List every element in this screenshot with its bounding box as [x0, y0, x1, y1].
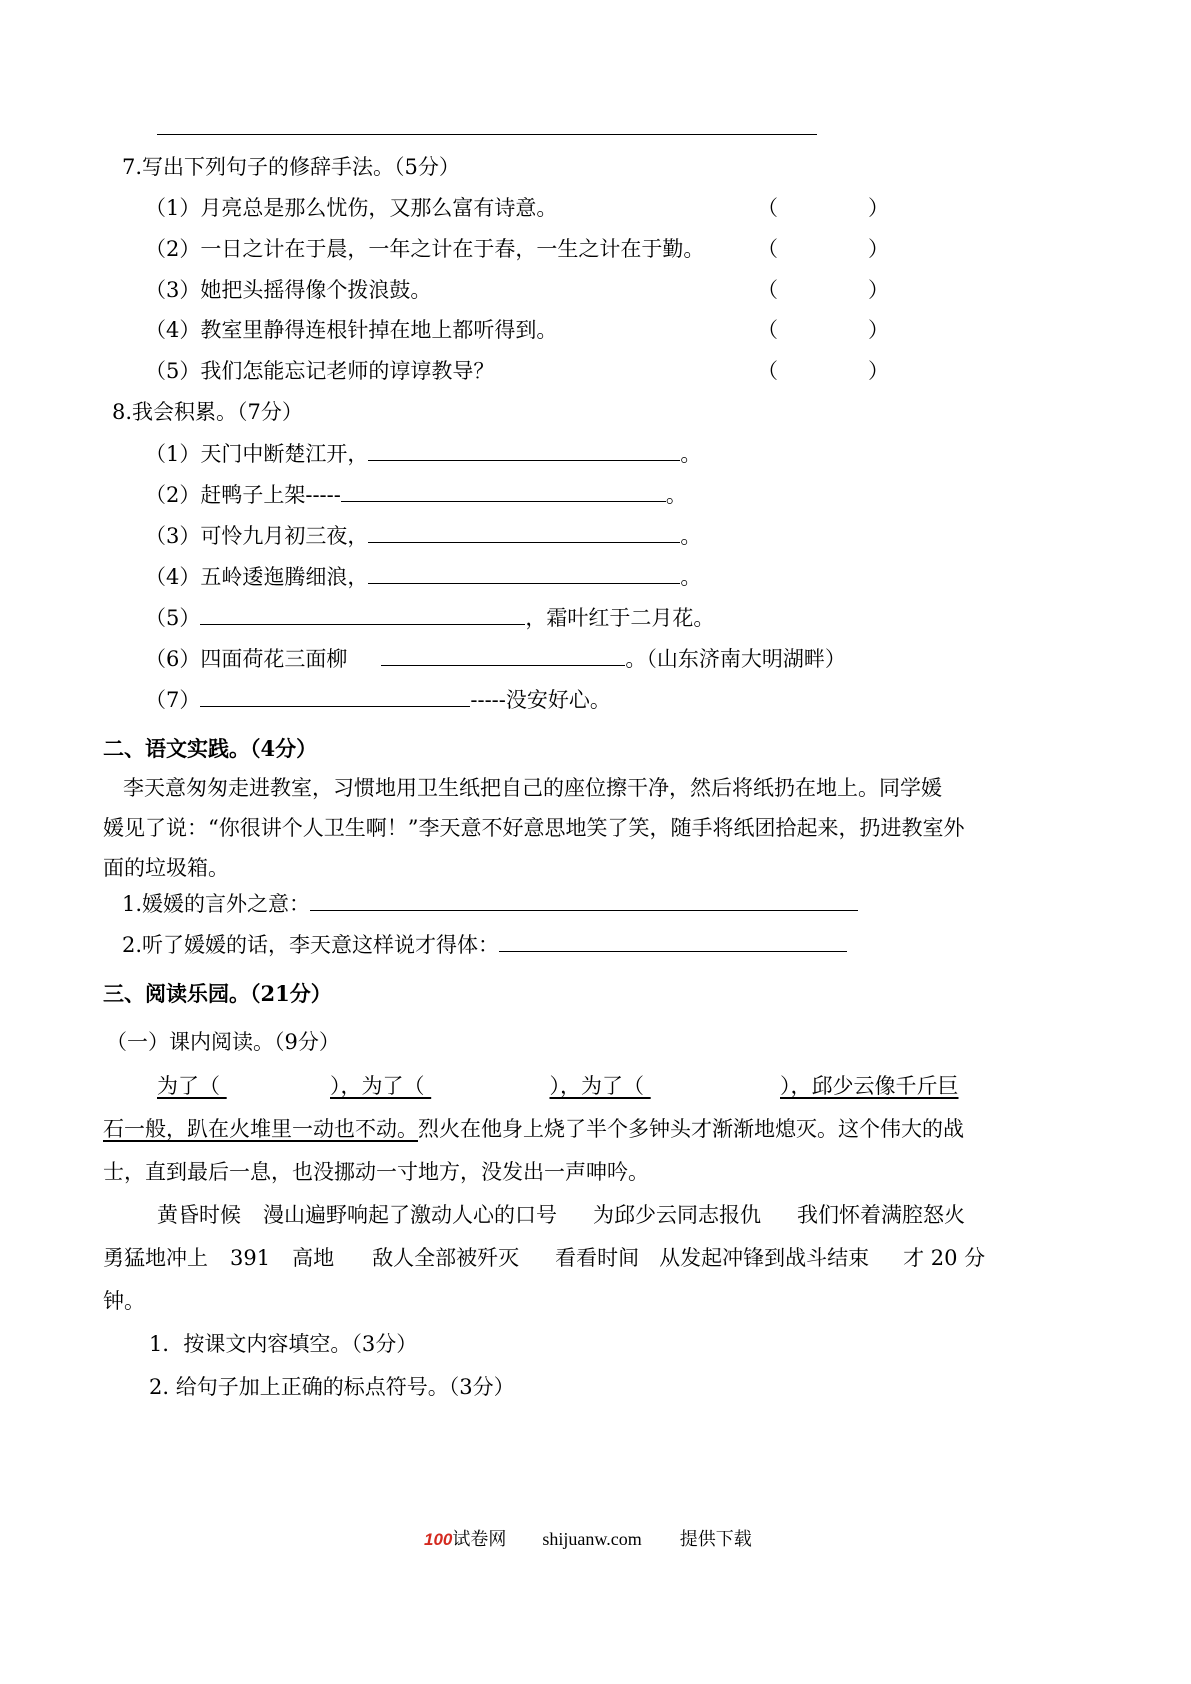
q8-item-2: （2）赶鸭子上架----- 。 — [145, 479, 687, 510]
q8-blank-6[interactable] — [381, 643, 625, 666]
q7-answer-5[interactable]: （ ） — [757, 359, 889, 383]
section-3-subtitle: （一）课内阅读。（9分） — [106, 1030, 340, 1054]
q8-item-3: （3）可怜九月初三夜， 。 — [145, 520, 701, 551]
section-2-para-line-3: 面的垃圾箱。 — [103, 856, 229, 880]
reading-question-2: 2. 给句子加上正确的标点符号。（3分） — [149, 1375, 515, 1399]
section-2-title: 二、语文实践。（4分） — [103, 736, 318, 761]
q7-item-5: （5）我们怎能忘记老师的谆谆教导？ — [145, 359, 495, 383]
reading-para-1-line-3: 士，直到最后一息，也没挪动一寸地方，没发出一声呻吟。 — [103, 1160, 649, 1184]
section-2-blank-2[interactable] — [499, 929, 847, 952]
q8-item-6: （6）四面荷花三面柳 。（山东济南大明湖畔） — [145, 643, 846, 674]
q7-title: 7.写出下列句子的修辞手法。（5分） — [122, 155, 460, 179]
footer-provide-text: 提供下载 — [679, 1529, 752, 1550]
q8-item-1: （1）天门中断楚江开， 。 — [145, 438, 701, 469]
q7-item-2: （2）一日之计在于晨，一年之计在于春，一生之计在于勤。 — [145, 237, 705, 261]
q8-item-5: （5） ，霜叶红于二月花。 — [145, 602, 714, 633]
section-2-question-1: 1.媛媛的言外之意： — [122, 888, 858, 919]
q7-answer-4[interactable]: （ ） — [757, 318, 889, 342]
q7-answer-3[interactable]: （ ） — [757, 278, 889, 302]
reading-question-1: 1．按课文内容填空。（3分） — [149, 1332, 418, 1356]
answer-line-top — [157, 134, 817, 135]
q8-blank-5[interactable] — [200, 602, 525, 625]
brand-name: 试卷网 — [452, 1529, 507, 1550]
reading-para-2-line-1: 黄昏时候 漫山遍野响起了激动人心的口号 为邱少云同志报仇 我们怀着满腔怒火 — [157, 1203, 965, 1227]
reading-para-1-line-2: 石一般，趴在火堆里一动也不动。烈火在他身上烧了半个多钟头才渐渐地熄灭。这个伟大的战 — [103, 1117, 964, 1141]
q8-blank-7[interactable] — [200, 684, 470, 707]
q8-blank-2[interactable] — [341, 479, 666, 502]
reading-para-2-line-2: 勇猛地冲上 391 高地 敌人全部被歼灭 看看时间 从发起冲锋到战斗结束 才 20 分 — [103, 1246, 986, 1270]
q8-title: 8.我会积累。（7分） — [112, 400, 303, 424]
q8-item-4: （4）五岭逶迤腾细浪， 。 — [145, 561, 701, 592]
q8-item-7: （7） -----没安好心。 — [145, 684, 611, 715]
section-3-title: 三、阅读乐园。（21分） — [103, 981, 332, 1006]
reading-blank-3[interactable] — [644, 1071, 780, 1101]
footer-site-link[interactable]: shijuanw.com — [542, 1529, 642, 1549]
q8-blank-1[interactable] — [368, 438, 680, 461]
reading-blank-1[interactable] — [220, 1071, 330, 1101]
q8-blank-4[interactable] — [368, 561, 680, 584]
section-2-para-line-1: 李天意匆匆走进教室，习惯地用卫生纸把自己的座位擦干净，然后将纸扔在地上。同学媛 — [123, 776, 942, 800]
q7-item-4: （4）教室里静得连根针掉在地上都听得到。 — [145, 318, 558, 342]
footer — [424, 1525, 752, 1551]
reading-blank-2[interactable] — [425, 1071, 550, 1101]
q7-answer-2[interactable]: （ ） — [757, 237, 889, 261]
reading-para-1-line-1: 为了（ ），为了（ ），为了（ ），邱少云像千斤巨 — [157, 1071, 959, 1101]
q7-answer-1[interactable]: （ ） — [757, 196, 889, 220]
section-2-question-2: 2.听了媛媛的话，李天意这样说才得体： — [122, 929, 847, 960]
brand-logo: 100 — [424, 1530, 453, 1549]
q7-item-3: （3）她把头摇得像个拨浪鼓。 — [145, 278, 432, 302]
section-2-blank-1[interactable] — [310, 888, 858, 911]
q7-item-1: （1）月亮总是那么忧伤，又那么富有诗意。 — [145, 196, 558, 220]
reading-para-2-line-3: 钟。 — [103, 1289, 145, 1313]
q8-blank-3[interactable] — [368, 520, 680, 543]
section-2-para-line-2: 媛见了说：“你很讲个人卫生啊！”李天意不好意思地笑了笑，随手将纸团拾起来，扔进教室外 — [103, 816, 965, 840]
